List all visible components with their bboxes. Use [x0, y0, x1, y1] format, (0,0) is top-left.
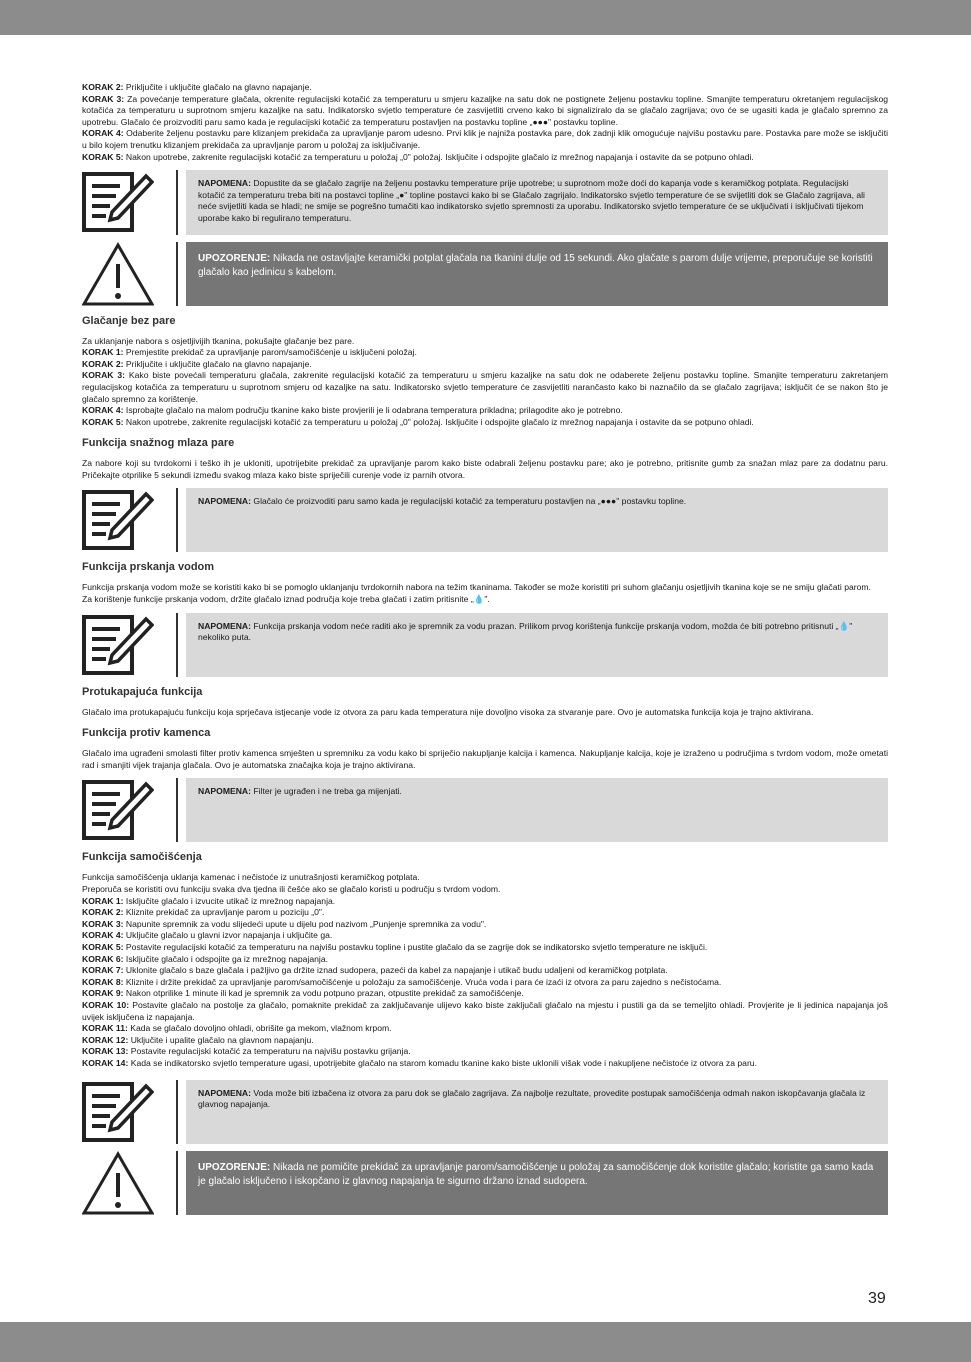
step: KORAK 2: Priključite i uključite glačalo na glavno napajanje.: [82, 358, 312, 369]
note-box: [82, 1080, 888, 1144]
section-title: Funkcija snažnog mlaza pare: [82, 437, 235, 450]
warning-box: [82, 1151, 888, 1215]
note-box: [82, 613, 888, 677]
step: KORAK 14: Kada se indikatorsko svjetlo temperature ugasi, upotrijebite glačalo na starom komadu tkanine kako biste uklonili višak vode i nakupljene nečistoće iz otvora za paru.: [82, 1057, 757, 1068]
paragraph: Za korištenje funkcije prskanja vodom, držite glačalo iznad područja koje treba glačati i zatim pritisnite „💧".: [82, 594, 490, 605]
paragraph: Glačalo ima ugrađeni smolasti filter protiv kamenca smješten u spremniku za vodu kako bi spriječio nakupljanje kalcija i kamenca. Nakupljanje kalcija, koje je izraženo u područjima s tvrdom vodom, može ometati rad i smanjiti vijek trajanja glačala. Ovo je automatska značajka koja je trajno aktivirana.: [82, 748, 888, 770]
bottom-band: [0, 1322, 971, 1362]
paragraph: Za uklanjanje nabora s osjetljivijih tkanina, pokušajte glačanje bez pare.: [82, 335, 355, 346]
section-title: Funkcija samočišćenja: [82, 851, 202, 864]
warning-box: [82, 242, 888, 306]
intro-steps: [82, 82, 888, 163]
note-box: [82, 488, 888, 552]
step: KORAK 13: Postavite regulacijski kotačić za temperaturu na najvišu postavku grijanja.: [82, 1046, 411, 1057]
warning-triangle-icon: [82, 242, 154, 306]
note-text: NAPOMENA: Glačalo će proizvoditi paru samo kada je regulacijski kotačić za temperaturu postavljen na „●●●" postavku topline.: [186, 488, 888, 552]
paragraph: Funkcija prskanja vodom može se koristiti kako bi se pomoglo uklanjanju tvrdokornih nabora na težim tkaninama. Također se može koristiti pri suhom glačanju osjetljivih tkanina koje se ne smiju glačati parom.: [82, 582, 871, 593]
step: KORAK 11: Kada se glačalo dovoljno ohladi, obrišite ga mekom, vlažnom krpom.: [82, 1023, 392, 1034]
note-text: NAPOMENA: Voda može biti izbačena iz otvora za paru dok se glačalo zagrijava. Za najbolje rezultate, provedite postupak samočišćenja odmah nakon iskopčavanja glačala iz glavnog napajanja.: [186, 1080, 888, 1144]
step: KORAK 2: Kliznite prekidač za upravljanje parom u poziciju „0".: [82, 907, 325, 918]
page-number: 39: [868, 1290, 886, 1307]
note-pencil-icon: [82, 1080, 154, 1144]
step: KORAK 1: Premjestite prekidač za upravljanje parom/samočišćenje u isključeni položaj.: [82, 347, 417, 358]
note-box: [82, 170, 888, 234]
step: KORAK 3: Napunite spremnik za vodu slijedeći upute u dijelu pod nazivom „Punjenje spremnika za vodu".: [82, 918, 487, 929]
note-text: NAPOMENA: Filter je ugrađen i ne treba ga mijenjati.: [186, 778, 888, 842]
step: KORAK 4: Odaberite željenu postavku pare klizanjem prekidača za upravljanje parom udesno. Prvi klik je najniža postavka pare, dok zadnji klik omogućuje najvišu postavku pare. Postavka pare može se isključiti u bilo kojem trenutku klizanjem prekidača za upravljanje parom u položaj za isključivanje.: [82, 128, 888, 150]
section-title: Funkcija prskanja vodom: [82, 561, 215, 574]
step: KORAK 1: Isključite glačalo i izvucite utikač iz mrežnog napajanja.: [82, 895, 336, 906]
step: KORAK 8: Kliznite i držite prekidač za upravljanje parom/samočišćenje u položaju za samočišćenje. Vruća voda i para će izaći iz otvora za paru zajedno s nečistoćama.: [82, 976, 722, 987]
page-content: [82, 82, 888, 1222]
paragraph: Za nabore koji su tvrdokorni i teško ih je ukloniti, upotrijebite prekidač za upravljanje parom kako biste odabrali željenu postavku pare; ako je potrebno, pritisnite gumb za snažan mlaz pare za dodatnu paru. Pričekajte otprilike 5 sekundi između svakog mlaza kako biste spriječili curenje vode iz parnih otvora.: [82, 458, 888, 480]
paragraph: Funkcija samočišćenja uklanja kamenac i nečistoće iz unutrašnjosti keramičkog potplata.: [82, 872, 420, 883]
step: KORAK 2: Priključite i uključite glačalo na glavno napajanje.: [82, 82, 312, 92]
section-title: Protukapajuća funkcija: [82, 685, 203, 698]
note-box: [82, 778, 888, 842]
note-pencil-icon: [82, 488, 154, 552]
warning-triangle-icon: [82, 1151, 154, 1215]
paragraph: Preporuča se koristiti ovu funkciju svaka dva tjedna ili češće ako se glačalo koristi u području s tvrdom vodom.: [82, 884, 501, 895]
note-text: NAPOMENA: Funkcija prskanja vodom neće raditi ako je spremnik za vodu prazan. Prilikom prvog korištenja funkcije prskanja vodom, možda će biti potrebno pritisnuti „💧" nekoliko puta.: [186, 613, 888, 677]
paragraph: Glačalo ima protukapajuću funkciju koja sprječava istjecanje vode iz otvora za paru kada temperatura nije dovoljno visoka za stvaranje pare. Ovo je automatska funkcija koja je trajno aktivirana.: [82, 706, 814, 717]
step: KORAK 4: Isprobajte glačalo na malom području tkanine kako biste provjerili je li odabrana temperatura prikladna; prilagodite ako je potrebno.: [82, 405, 623, 416]
step: KORAK 7: Uklonite glačalo s baze glačala i pažljivo ga držite iznad sudopera, pazeći da kabel za napajanje i utikač budu udaljeni od keramičkog potplata.: [82, 965, 668, 976]
step: KORAK 4: Uključite glačalo u glavni izvor napajanja i uključite ga.: [82, 930, 333, 941]
note-pencil-icon: [82, 778, 154, 842]
section-title: Funkcija protiv kamenca: [82, 727, 211, 740]
step: KORAK 5: Postavite regulacijski kotačić za temperaturu na najvišu postavku topline i pustite glačalo da se zagrije dok se indikatorsko svjetlo temperature ne isključi.: [82, 942, 708, 952]
step: KORAK 10: Postavite glačalo na postolje za glačalo, pomaknite prekidač za zaključavanje ulijevo kako biste zaključali glačalo na mjestu i pustili ga da se temeljito ohladi. Provjerite je li jedinica napajanja još uvijek isključena iz napajanja.: [82, 999, 888, 1022]
note-pencil-icon: [82, 613, 154, 677]
step: KORAK 3: Za povećanje temperature glačala, okrenite regulacijski kotačić za temperaturu u smjeru kazaljke na satu dok ne postignete željenu postavku topline. Smanjite temperaturu okretanjem regulacijskog kotačića za temperaturu u suprotnom smjeru kazaljke na satu. Indikatorsko svjetlo temperature će zasvijetliti crveno kako bi signaliziralo da se glačalo zagrijava; ovo će se ugasiti kada je glačalo spremno za upotrebu. Glačalo će proizvoditi paru samo kada je regulacijski kotačić za temperaturu postavljen na postavku topline „●●●" postavku topline.: [82, 93, 888, 127]
step: KORAK 3: Kako biste povećali temperaturu glačala, zakrenite regulacijski kotačić za temperaturu u smjeru kazaljke na satu dok ne odaberete željenu postavku topline. Smanjite temperaturu zakretanjem regulacijskog kotačića za temperaturu u suprotnom smjeru od kazaljke na satu. Indikatorsko svjetlo temperature će zasvijetliti narančasto kako bi naznačilo da se glačalo zagrijava; isključit će se nakon što je glačalo spremno za korištenje.: [82, 370, 888, 404]
top-band: [0, 0, 971, 35]
section-title: Glačanje bez pare: [82, 314, 176, 327]
warning-text: UPOZORENJE: Nikada ne pomičite prekidač za upravljanje parom/samočišćenje u položaj za samočišćenje dok koristite glačalo; koristite ga samo kada je glačalo isključeno i iskopčano iz glavnog napajanja te sigurno držano iznad sudopera.: [186, 1151, 888, 1215]
step: KORAK 6: Isključite glačalo i odspojite ga iz mrežnog napajanja.: [82, 953, 329, 964]
step: KORAK 5: Nakon upotrebe, zakrenite regulacijski kotačić za temperaturu u položaj „0" položaj. Isključite i odspojite glačalo iz mrežnog napajanja i ostavite da se potpuno ohladi.: [82, 151, 754, 162]
note-text: NAPOMENA: Dopustite da se glačalo zagrije na željenu postavku temperature prije upotrebe; u suprotnom može doći do kapanja vode s keramičkog potplata. Regulacijski kotačić za temperaturu treba biti na postavci topline „●" topline postavci kako bi se Glačalo zagrijalo. Indikatorsko svjetlo temperature će se svijetliti dok se Glačalo zagrijava, ali neće svijetliti kada se hladi; ne smije se pogrešno tumačiti kao indikatorsko svjetlo spremnosti za uporabu. Indikatorsko svjetlo temperature će se uključivati i isključivati tijekom uporabe kako bi regulirало temperaturu.: [186, 170, 888, 234]
note-pencil-icon: [82, 170, 154, 234]
warning-text: UPOZORENJE: Nikada ne ostavljajte keramički potplat glačala na tkanini dulje od 15 sekundi. Ako glačate s parom dulje vrijeme, preporučuje se koristiti glačalo kao jedinicu s kabelom.: [186, 242, 888, 306]
step: KORAK 9: Nakon otprilike 1 minute ili kad je spremnik za vodu potpuno prazan, otpustite prekidač za samočišćenje.: [82, 988, 524, 999]
step: KORAK 12: Uključite i upalite glačalo na glavnom napajanju.: [82, 1034, 314, 1045]
step: KORAK 5: Nakon upotrebe, zakrenite regulacijski kotačić za temperaturu u položaj „0" položaj. Isključite i odspojite glačalo iz mrežnog napajanja i ostavite da se potpuno ohladi.: [82, 416, 754, 427]
